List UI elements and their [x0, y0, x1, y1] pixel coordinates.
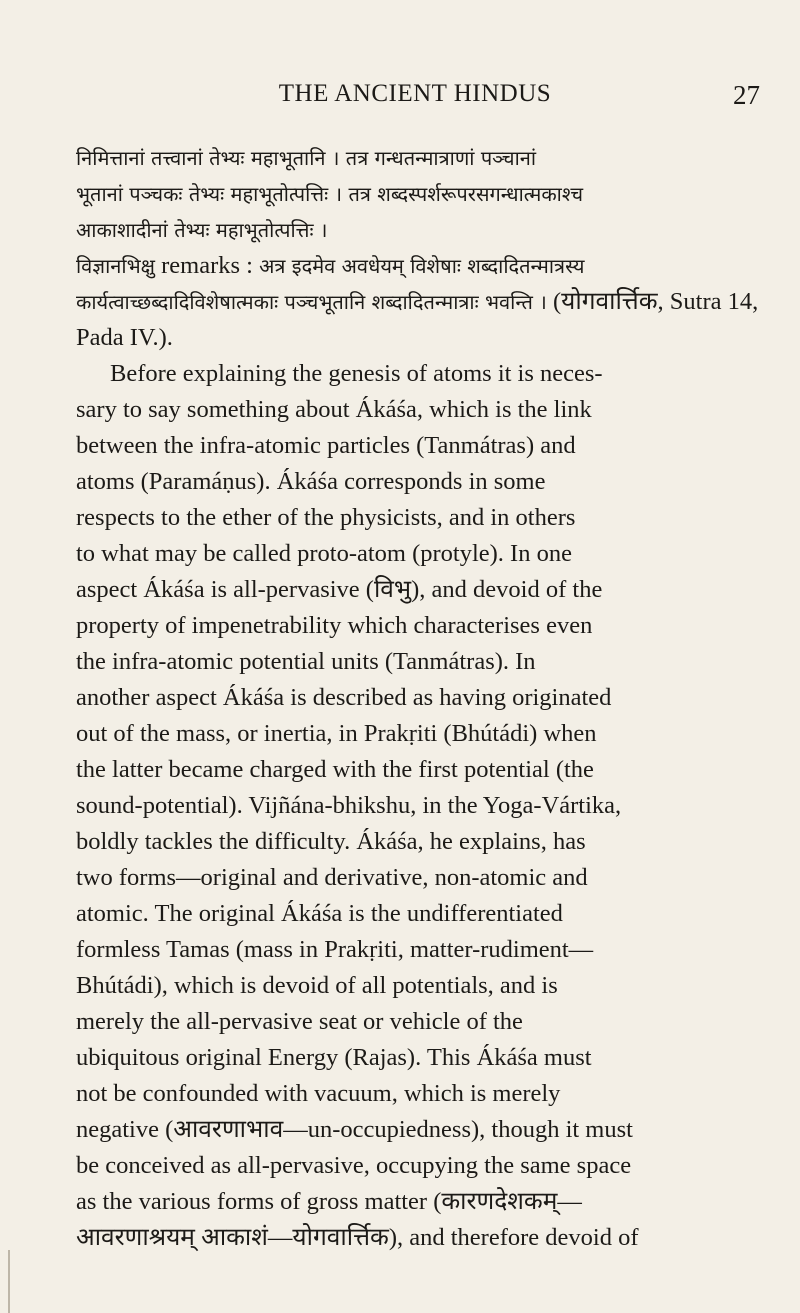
paragraph-line: merely the all-pervasive seat or vehicle of the: [76, 1008, 523, 1035]
remarks-label: remarks :: [161, 252, 253, 279]
paragraph-line: another aspect Ákáśa is described as having originated: [76, 684, 612, 711]
page-body: [76, 140, 760, 1256]
paragraph-line: between the infra-atomic particles (Tanmátras) and: [76, 432, 576, 459]
paragraph-line: two forms—original and derivative, non-atomic and: [76, 864, 588, 891]
paragraph-line: sound-potential). Vijñána-bhikshu, in the Yoga-Vártika,: [76, 792, 622, 819]
sanskrit-line-2: भूतानां पञ्चकः तेभ्यः महाभूतोत्पत्तिः । तत्र शब्दस्पर्शरूपरसगन्धात्मकाश्च: [76, 182, 584, 206]
paragraph-line: aspect Ákáśa is all-pervasive (विभु), and devoid of the: [76, 576, 603, 603]
author-name: विज्ञानभिक्षु: [76, 254, 155, 278]
quotation-end: कार्यत्वाच्छब्दादिविशेषात्मकाः पञ्चभूतानि शब्दादितन्मात्राः भवन्ति ।: [76, 290, 547, 314]
paragraph-line: as the various forms of gross matter (कारणदेशकम्—: [76, 1188, 582, 1215]
paragraph-line: negative (आवरणाभाव—un-occupiedness), though it must: [76, 1116, 633, 1143]
margin-line: [8, 1250, 10, 1313]
paragraph-line: ubiquitous original Energy (Rajas). This Ákáśa must: [76, 1044, 592, 1071]
quotation-start: अत्र इदमेव अवधेयम् विशेषाः शब्दादितन्मात्रस्य: [259, 254, 585, 278]
paragraph-line: formless Tamas (mass in Prakṛiti, matter-rudiment—: [76, 936, 594, 963]
paragraph-line: Before explaining the genesis of atoms it is neces-: [110, 360, 603, 387]
sanskrit-line-1: निमित्तानां तत्त्वानां तेभ्यः महाभूतानि । तत्र गन्धतन्मात्राणां पञ्चानां: [76, 146, 537, 170]
citation-continued: Pada IV.).: [76, 324, 173, 351]
paragraph-line: atoms (Paramáṇus). Ákáśa corresponds in some: [76, 468, 546, 495]
paragraph-line: the latter became charged with the first potential (the: [76, 756, 594, 783]
paragraph-line: sary to say something about Ákáśa, which is the link: [76, 396, 592, 423]
paragraph-line: boldly tackles the difficulty. Ákáśa, he explains, has: [76, 828, 586, 855]
paragraph-line: out of the mass, or inertia, in Prakṛiti (Bhútádi) when: [76, 720, 597, 747]
paragraph-line: property of impenetrability which characterises even: [76, 612, 593, 639]
sanskrit-line-3: आकाशादीनां तेभ्यः महाभूतोत्पत्तिः ।: [76, 218, 328, 242]
paragraph: [76, 356, 760, 1256]
paragraph-line: respects to the ether of the physicists, and in others: [76, 504, 576, 531]
paragraph-line: आवरणाश्रयम् आकाशं—योगवार्त्तिक), and therefore devoid of: [76, 1224, 639, 1251]
paragraph-line: to what may be called proto-atom (protyle). In one: [76, 540, 572, 567]
paragraph-line: Bhútádi), which is devoid of all potentials, and is: [76, 972, 558, 999]
paragraph-line: the infra-atomic potential units (Tanmátras). In: [76, 648, 536, 675]
sanskrit-quotation: [76, 140, 760, 356]
running-title: THE ANCIENT HINDUS: [278, 80, 552, 107]
citation: (योगवार्त्तिक, Sutra 14,: [552, 288, 759, 315]
paragraph-line: atomic. The original Ákáśa is the undifferentiated: [76, 900, 563, 927]
paragraph-line: not be confounded with vacuum, which is merely: [76, 1080, 561, 1107]
page-header: [70, 80, 760, 120]
sanskrit-line-4: [76, 248, 760, 284]
paragraph-line: be conceived as all-pervasive, occupying the same space: [76, 1152, 632, 1179]
sanskrit-line-5: [76, 284, 760, 320]
page-number: 27: [733, 80, 760, 110]
